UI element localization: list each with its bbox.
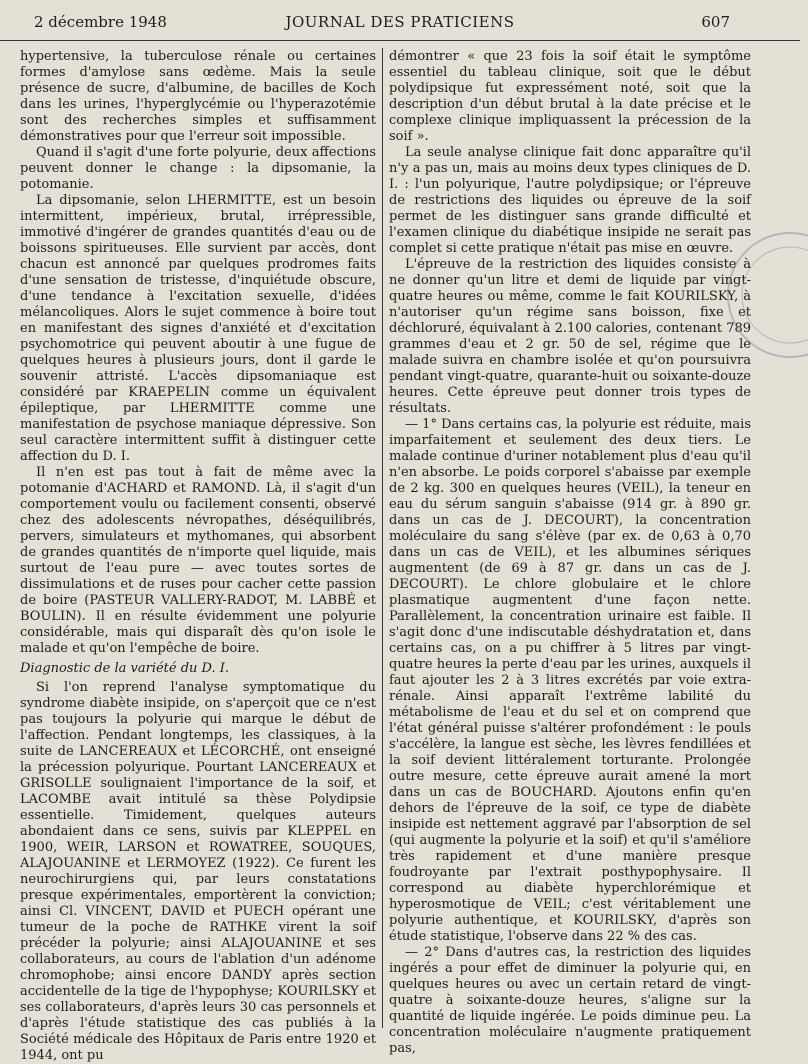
library-stamp xyxy=(712,220,808,370)
column-divider xyxy=(382,48,383,1028)
left-paragraph-4: Il n'en est pas tout à fait de même avec la potomanie d'ACHARD et RAMOND. Là, il s'agit d'un comportement voulu ou facilement consenti, observé chez des adolescents névropathes, déséquilibrés, pervers, simulateurs et mythomanes, qui absorbent de grandes quantités de n'importe quel liquide, mais surtout de l'eau pure — avec toutes sortes de dissimulations et de ruses pour cacher cette passion de boire (PASTEUR VALLERY-RADOT, M. LABBÉ et BOULIN). Il en résulte évidemment une polyurie considérable, mais qui disparaît dès qu'on isole le malade et qu'on l'empêche de boire. xyxy=(20,465,376,656)
right-paragraph-1: démontrer « que 23 fois la soif était le symptôme essentiel du tableau clinique, soit que le début polydipsique fut expressément noté, soit que la description d'un début brutal à la date précise et le complexe clinique impliquassent la précession de la soif ». xyxy=(389,49,751,144)
section-heading: Diagnostic de la variété du D. I. xyxy=(20,661,230,676)
left-paragraph-3: La dipsomanie, selon LHERMITTE, est un besoin intermittent, impérieux, brutal, irrépressible, immotivé d'ingérer de grandes quantités d'eau ou de boissons spiritueuses. Elle survient par accès, dont chacun est annoncé par quelques prodromes faits d'une sensation de tristesse, d'inquiétude obscure, d'une tendance à l'excitation sexuelle, d'idées mélancoliques. Alors le sujet commence à boire tout en manifestant des signes d'anxiété et d'excitation psychomotrice qui peuvent aboutir à une fugue de quelques heures à plusieurs jours, dont il garde le souvenir attristé. L'accès dipsomaniaque est considéré par KRAEPELIN comme un équivalent épileptique, par LHERMITTE comme une manifestation de psychose maniaque dépressive. Son seul caractère intermittent suffit à distinguer cette affection du D. I. xyxy=(20,193,376,464)
left-column xyxy=(20,49,376,1063)
left-paragraph-2: Quand il s'agit d'une forte polyurie, deux affections peuvent donner le change : la dipsomanie, la potomanie. xyxy=(20,145,376,192)
running-header xyxy=(0,0,800,41)
right-paragraph-5: — 2° Dans d'autres cas, la restriction des liquides ingérés a pour effet de diminuer la polyurie qui, en quelques heures ou avec un certain retard de vingt-quatre à soixante-douze heures, s'aligne sur la quantité de liquide ingérée. Le poids diminue peu. La concentration moléculaire n'augmente pratiquement pas, xyxy=(389,945,751,1056)
right-paragraph-2: La seule analyse clinique fait donc apparaître qu'il n'y a pas un, mais au moins deux types cliniques de D. I. : l'un polyurique, l'autre polydipsique; or l'épreuve de restrictions des liquides ou épreuve de la soif permet de les distinguer sans grande difficulté et l'examen clinique du diabétique insipide ne serait pas complet si cette pratique n'était pas mise en œuvre. xyxy=(389,145,751,256)
right-column xyxy=(389,49,752,1056)
header-date: 2 décembre 1948 xyxy=(34,13,167,31)
left-paragraph-1: hypertensive, la tuberculose rénale ou certaines formes d'amylose sans œdème. Mais la seule présence de sucre, d'albumine, de bacilles de Koch dans les urines, l'hyperglycémie ou l'hyperazotémie sont des recherches simples et suffisamment démonstratives pour que l'erreur soit impossible. xyxy=(20,49,376,144)
journal-title: JOURNAL DES PRATICIENS xyxy=(285,13,515,31)
left-paragraph-5: Si l'on reprend l'analyse symptomatique du syndrome diabète insipide, on s'aperçoit que ce n'est pas toujours la polyurie qui marque le début de l'affection. Pendant longtemps, les classiques, à la suite de LANCEREAUX et LÉCORCHÉ, ont enseigné la précession polyurique. Pourtant LANCEREAUX et GRISOLLE soulignaient l'importance de la soif, et LACOMBE avait intitulé sa thèse Polydipsie essentielle. Timidement, quelques auteurs abondaient dans ce sens, suivis par KLEPPEL en 1900, WEIR, LARSON et ROWATREE, SOUQUES, ALAJOUANINE et LERMOYEZ (1922). Ce furent les neurochirurgiens qui, par leurs constatations presque expérimentales, emportèrent la conviction; ainsi Cl. VINCENT, DAVID et PUECH opérant une tumeur de la poche de RATHKE virent la soif précéder la polyurie; ainsi ALAJOUANINE et ses collaborateurs, au cours de l'ablation d'un adénome chromophobe; ainsi encore DANDY après section accidentelle de la tige de l'hypophyse; KOURILSKY et ses collaborateurs, d'après leurs 30 cas personnels et d'après l'étude statistique des cas publiés à la Société médicale des Hôpitaux de Paris entre 1920 et 1944, ont pu xyxy=(20,680,376,1063)
right-paragraph-4: — 1° Dans certains cas, la polyurie est réduite, mais imparfaitement et seulement des deux tiers. Le malade continue d'uriner notablement plus d'eau qu'il n'en absorbe. Le poids corporel s'abaisse par exemple de 2 kg. 300 en quelques heures (VEIL), la teneur en eau du sérum sanguin s'abaisse (914 gr. à 890 gr. dans un cas de J. DECOURT), la concentration moléculaire du sang s'élève (par ex. de 0,63 à 0,70 dans un cas de VEIL), et les albumines sériques augmentent (de 69 à 87 gr. dans un cas de J. DECOURT). Le chlore globulaire et le chlore plasmatique augmentent d'une façon nette. Parallèlement, la concentration urinaire est faible. Il s'agit donc d'une indiscutable déshydratation et, dans certains cas, on a pu chiffrer à 5 litres par vingt-quatre heures la perte d'eau par les urines, auxquels il faut ajouter les 2 à 3 litres excrétés par voie extra-rénale. Ainsi apparaît l'extrême labilité du métabolisme de l'eau et du sel et on comprend que l'état général puisse s'altérer profondément : le pouls s'accélère, la langue est sèche, les lèvres fendillées et la soif devient littéralement torturante. Prolongée outre mesure, cette épreuve aurait amené la mort dans un cas de BOUCHARD. Ajoutons enfin qu'en dehors de l'épreuve de la soif, ce type de diabète insipide est nettement aggravé par l'absorption de sel (qui augmente la polyurie et la soif) et qu'il s'améliore très rapidement et d'une manière presque foudroyante par l'extrait posthypophysaire. Il correspond au diabète hyperchlorémique et hyperosmotique de VEIL; c'est véritablement une polyurie authentique, et KOURILSKY, d'après son étude statistique, l'observe dans 22 % des cas. xyxy=(389,417,751,944)
page-number: 607 xyxy=(701,13,730,31)
right-paragraph-3: L'épreuve de la restriction des liquides consiste à ne donner qu'un litre et demi de liquide par vingt-quatre heures ou même, comme le fait KOURILSKY, à n'autoriser qu'un régime sans boisson, fixe et déchloruré, équivalant à 2.100 calories, contenant 789 grammes d'eau et 2 gr. 50 de sel, régime que le malade suivra en chambre isolée et qu'on poursuivra pendant vingt-quatre, quarante-huit ou soixante-douze heures. Cette épreuve peut donner trois types de résultats. xyxy=(389,257,752,416)
